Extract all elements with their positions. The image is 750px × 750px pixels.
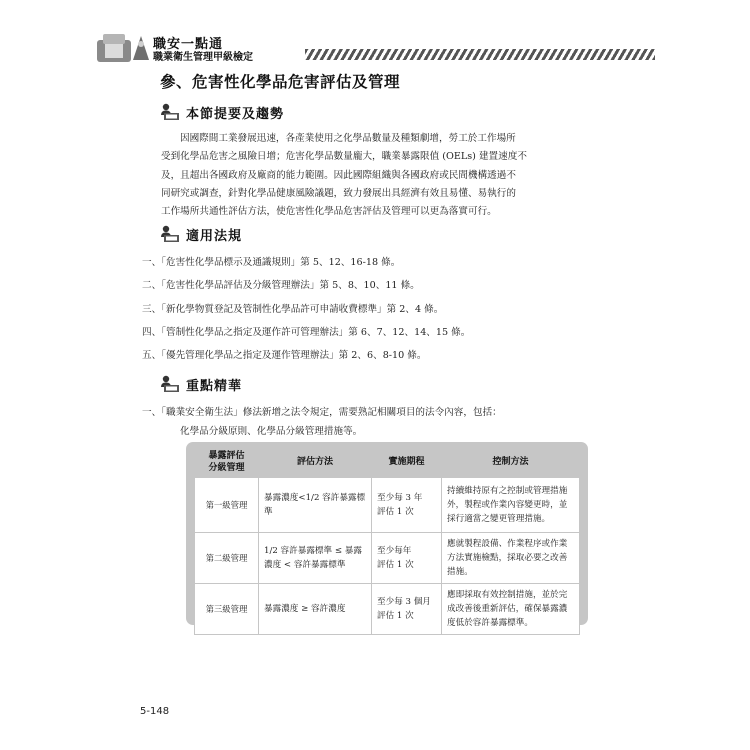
law-item: 二、「危害性化學品評估及分級管理辦法」第 5、8、10、11 條。: [142, 280, 420, 291]
book-subtitle: 職業衛生管理甲級檢定: [153, 52, 253, 63]
table-row: [195, 584, 580, 635]
summary-paragraph: [161, 130, 589, 221]
table-row: [195, 533, 580, 584]
table-cell: 暴露濃度 ≥ 容許濃度: [259, 584, 372, 635]
subsection-keypoints-heading: [160, 373, 242, 395]
table-cell: 第二級管理: [195, 533, 259, 584]
summary-line: 同研究或調查，針對化學品健康風險議題，致力發展出具經濟有效且易懂、易執行的: [161, 187, 516, 199]
table-header-method: 評估方法: [296, 457, 333, 467]
running-header: [95, 30, 655, 64]
table-cell: 至少每 3 年 評估 1 次: [372, 478, 442, 533]
subsection-keypoints-label: 重點精華: [186, 378, 243, 394]
header-stripe: [305, 49, 655, 60]
table-header-schedule: 實施期程: [388, 457, 425, 467]
table-cell: 1/2 容許暴露標準 ≤ 暴露濃度 < 容許暴露標準: [259, 533, 372, 584]
book-logo-icon: [95, 30, 153, 64]
law-item: 一、「危害性化學品標示及通識規則」第 5、12、16-18 條。: [142, 257, 401, 268]
page-number: 5-148: [140, 706, 170, 717]
brand-title: 職安一點通: [153, 37, 224, 52]
table-cell: 至少每 3 個月 評估 1 次: [372, 584, 442, 635]
table-cell: 第三級管理: [195, 584, 259, 635]
key-points-text: [142, 403, 502, 441]
person-at-desk-icon: [160, 102, 180, 122]
law-item: 三、「新化學物質登記及管制性化學品許可申請收費標準」第 2、4 條。: [142, 304, 444, 315]
management-level-table: [186, 442, 588, 628]
table-header-control: 控制方法: [492, 457, 529, 467]
subsection-laws-heading: [160, 223, 242, 245]
summary-line: 受到化學品危害之風險日增；危害化學品數量龐大，職業暴露限值 (OELs) 建置速度不: [161, 151, 527, 163]
table-cell: 應就製程設備、作業程序或作業方法實施檢點，採取必要之改善措施。: [442, 533, 580, 584]
summary-line: 工作場所共通性評估方法，使危害性化學品危害評估及管理可以更為落實可行。: [161, 206, 497, 218]
person-at-desk-icon: [160, 224, 180, 244]
table-cell: 第一級管理: [195, 478, 259, 533]
table-header-level: 暴露評估 分級管理: [208, 451, 245, 473]
table-cell: 至少每年 評估 1 次: [372, 533, 442, 584]
person-at-desk-icon: [160, 374, 180, 394]
subsection-laws-label: 適用法規: [186, 228, 243, 244]
law-item: 五、「優先管理化學品之指定及運作管理辦法」第 2、6、8-10 條。: [142, 350, 427, 361]
table-row: [195, 478, 580, 533]
table-cell: 持續維持原有之控制或管理措施外，製程或作業內容變更時，並採行適當之變更管理措施。: [442, 478, 580, 533]
section-title: 參、危害性化學品危害評估及管理: [160, 73, 401, 91]
subsection-summary-label: 本節提要及趨勢: [186, 106, 285, 122]
table-cell: 應即採取有效控制措施，並於完成改善後重新評估，確保暴露濃度低於容許暴露標準。: [442, 584, 580, 635]
subsection-summary-heading: [160, 101, 284, 123]
key-point-line: 一、「職業安全衛生法」修法新增之法令規定，需要熟記相關項目的法令內容，包括：: [142, 407, 502, 418]
summary-line: 因國際間工業發展迅速，各產業使用之化學品數量及種類劇增，勞工於工作場所: [180, 133, 516, 144]
law-item: 四、「管制性化學品之指定及運作許可管理辦法」第 6、7、12、14、15 條。: [142, 327, 471, 338]
key-point-line: 化學品分級原則、化學品分級管理措施等。: [180, 426, 363, 437]
table-cell: 暴露濃度<1/2 容許暴露標準: [259, 478, 372, 533]
summary-line: 及，且超出各國政府及廠商的能力範圍。因此國際組織與各國政府或民間機構透過不: [161, 169, 516, 181]
